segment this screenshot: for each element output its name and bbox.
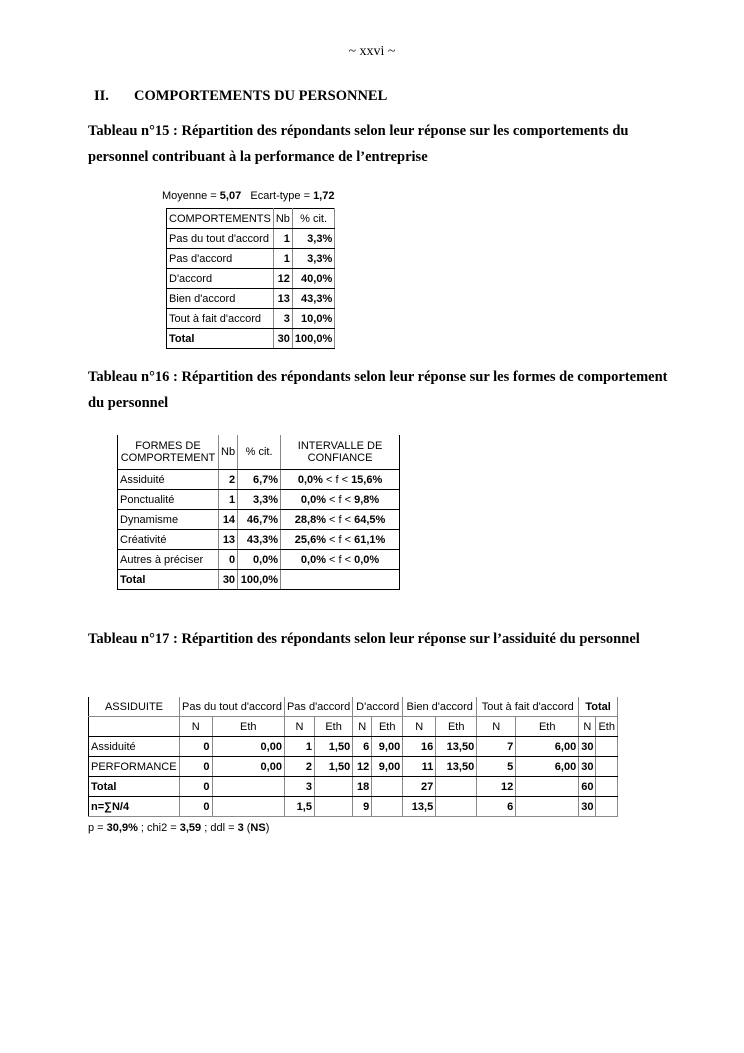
ci-mid: < f < <box>325 553 355 566</box>
cell: 12 <box>477 777 516 797</box>
cell: 12 <box>353 757 372 777</box>
ci-low: 0,0% <box>300 493 326 506</box>
section-title: COMPORTEMENTS DU PERSONNEL <box>134 88 388 104</box>
table-expected-row <box>89 797 618 817</box>
col-header: D'accord <box>353 697 403 717</box>
cell: 0 <box>180 757 213 777</box>
cell-interval <box>281 570 400 590</box>
cell-nb: 30 <box>219 570 238 590</box>
section-heading <box>94 88 387 105</box>
cell-pct: 46,7% <box>238 510 281 530</box>
cell-pct: 40,0% <box>292 269 334 289</box>
row-label: D'accord <box>167 269 274 289</box>
cell-pct: 6,7% <box>238 470 281 490</box>
row-label: Autres à préciser <box>118 550 219 570</box>
cell <box>212 797 284 817</box>
cell: 60 <box>579 777 596 797</box>
col-subheader: N <box>579 717 596 737</box>
ci-high: 0,0% <box>354 553 380 566</box>
cell: 30 <box>579 797 596 817</box>
cell: 30 <box>579 757 596 777</box>
cell <box>596 737 618 757</box>
col-header: Pas du tout d'accord <box>180 697 285 717</box>
table-header-row <box>118 435 400 470</box>
cell: 13,50 <box>436 757 477 777</box>
cell-nb: 30 <box>273 329 292 349</box>
ci-mid: < f < <box>325 493 355 506</box>
section-number: II. <box>94 88 109 104</box>
table16 <box>117 435 400 590</box>
ci-high: 61,1% <box>354 533 386 546</box>
cell: 6 <box>353 737 372 757</box>
col-subheader: Eth <box>372 717 403 737</box>
col-subheader <box>89 717 180 737</box>
cell-pct: 3,3% <box>292 229 334 249</box>
cell: 1 <box>284 737 314 757</box>
cell <box>314 777 352 797</box>
cell: 18 <box>353 777 372 797</box>
table-row <box>118 510 400 530</box>
table-row <box>89 737 618 757</box>
col-subheader: N <box>477 717 516 737</box>
cell <box>212 777 284 797</box>
cell-nb: 13 <box>273 289 292 309</box>
cell: 0 <box>180 737 213 757</box>
table-row <box>167 269 335 289</box>
row-label: Total <box>89 777 180 797</box>
cell: 0,00 <box>212 737 284 757</box>
ecart-value: 1,72 <box>313 190 335 202</box>
cell: 5 <box>477 757 516 777</box>
ci-high: 9,8% <box>354 493 380 506</box>
col-header: INTERVALLE DE CONFIANCE <box>281 435 400 470</box>
table17-caption: Tableau n°17 : Répartition des répondants selon leur réponse sur l’assiduité du personnel <box>88 631 640 647</box>
cell-pct: 100,0% <box>292 329 334 349</box>
row-label: Total <box>118 570 219 590</box>
cell: 1,5 <box>284 797 314 817</box>
cell-interval <box>281 490 400 510</box>
table-row <box>167 249 335 269</box>
row-label: Tout à fait d'accord <box>167 309 274 329</box>
table-total-row <box>118 570 400 590</box>
ci-high: 15,6% <box>351 473 383 486</box>
table-total-row <box>167 329 335 349</box>
cell: 16 <box>403 737 436 757</box>
cell: 6,00 <box>516 757 579 777</box>
cell: 9,00 <box>372 737 403 757</box>
cell: 27 <box>403 777 436 797</box>
cell-interval <box>281 530 400 550</box>
cell-interval <box>281 470 400 490</box>
ci-high: 64,5% <box>354 513 386 526</box>
table15 <box>166 208 335 349</box>
cell-pct: 43,3% <box>238 530 281 550</box>
row-label: Dynamisme <box>118 510 219 530</box>
row-label: Pas d'accord <box>167 249 274 269</box>
ns-close: ) <box>265 822 270 834</box>
cell: 6,00 <box>516 737 579 757</box>
cell-nb: 3 <box>273 309 292 329</box>
col-subheader: N <box>403 717 436 737</box>
cell: 3 <box>284 777 314 797</box>
cell <box>436 797 477 817</box>
table-header-row <box>167 209 335 229</box>
cell-nb: 1 <box>219 490 238 510</box>
row-label: Ponctualité <box>118 490 219 510</box>
cell-nb: 1 <box>273 229 292 249</box>
moyenne-label: Moyenne = <box>162 190 220 202</box>
chi-value: 3,59 <box>179 822 202 834</box>
p-value: 30,9% <box>106 822 138 834</box>
cell-interval <box>281 510 400 530</box>
col-header: % cit. <box>292 209 334 229</box>
col-header: Total <box>579 697 618 717</box>
col-header: Bien d'accord <box>403 697 477 717</box>
col-subheader: N <box>284 717 314 737</box>
col-subheader: Eth <box>516 717 579 737</box>
table-subheader-row <box>89 717 618 737</box>
table-total-row <box>89 777 618 797</box>
col-header: Tout à fait d'accord <box>477 697 579 717</box>
ddl-label: ; ddl = <box>201 822 238 834</box>
col-header: ASSIDUITE <box>89 697 180 717</box>
cell-nb: 2 <box>219 470 238 490</box>
ddl-value: 3 <box>237 822 244 834</box>
row-label: Assiduité <box>89 737 180 757</box>
cell: 0 <box>180 777 213 797</box>
cell: 13,5 <box>403 797 436 817</box>
cell <box>516 797 579 817</box>
table-row <box>167 309 335 329</box>
table-row <box>118 470 400 490</box>
table-row <box>167 229 335 249</box>
col-header: FORMES DE COMPORTEMENT <box>118 435 219 470</box>
table-row <box>89 757 618 777</box>
cell-nb: 13 <box>219 530 238 550</box>
cell: 1,50 <box>314 757 352 777</box>
cell: 0,00 <box>212 757 284 777</box>
cell: 1,50 <box>314 737 352 757</box>
ci-low: 0,0% <box>300 553 326 566</box>
ecart-label: Ecart-type = <box>250 190 314 202</box>
cell-pct: 0,0% <box>238 550 281 570</box>
ns-open: ( <box>243 822 251 834</box>
col-header: COMPORTEMENTS <box>167 209 274 229</box>
cell-pct: 43,3% <box>292 289 334 309</box>
cell <box>372 797 403 817</box>
table17 <box>88 697 618 817</box>
col-subheader: Eth <box>212 717 284 737</box>
row-label: n=∑N/4 <box>89 797 180 817</box>
cell-nb: 14 <box>219 510 238 530</box>
cell-nb: 12 <box>273 269 292 289</box>
cell: 0 <box>180 797 213 817</box>
row-label: PERFORMANCE <box>89 757 180 777</box>
ns-value: NS <box>250 822 266 834</box>
cell <box>372 777 403 797</box>
cell-pct: 10,0% <box>292 309 334 329</box>
cell: 9 <box>353 797 372 817</box>
page-number: ~ xxvi ~ <box>348 44 396 59</box>
ci-mid: < f < <box>322 473 352 486</box>
cell-interval <box>281 550 400 570</box>
cell: 13,50 <box>436 737 477 757</box>
cell: 11 <box>403 757 436 777</box>
row-label: Bien d'accord <box>167 289 274 309</box>
col-subheader: Eth <box>314 717 352 737</box>
cell <box>436 777 477 797</box>
col-header: Pas d'accord <box>284 697 352 717</box>
col-header: % cit. <box>238 435 281 470</box>
cell <box>314 797 352 817</box>
cell: 30 <box>579 737 596 757</box>
cell: 6 <box>477 797 516 817</box>
cell-pct: 3,3% <box>238 490 281 510</box>
cell <box>516 777 579 797</box>
col-subheader: N <box>353 717 372 737</box>
table15-stats <box>162 190 334 202</box>
table-row <box>167 289 335 309</box>
col-header: Nb <box>273 209 292 229</box>
col-subheader: N <box>180 717 213 737</box>
table16-caption: Tableau n°16 : Répartition des répondants selon leur réponse sur les formes de comportement du personnel <box>88 369 668 411</box>
moyenne-value: 5,07 <box>219 190 242 202</box>
col-header: Nb <box>219 435 238 470</box>
cell-nb: 0 <box>219 550 238 570</box>
row-label: Pas du tout d'accord <box>167 229 274 249</box>
table-row <box>118 530 400 550</box>
cell-nb: 1 <box>273 249 292 269</box>
cell: 9,00 <box>372 757 403 777</box>
ci-low: 0,0% <box>297 473 323 486</box>
ci-mid: < f < <box>325 533 355 546</box>
cell <box>596 757 618 777</box>
table-row <box>118 550 400 570</box>
table15-caption: Tableau n°15 : Répartition des répondants selon leur réponse sur les comportements du personnel contribuant à la performance de l’entreprise <box>88 123 629 165</box>
row-label: Assiduité <box>118 470 219 490</box>
ci-low: 25,6% <box>294 533 326 546</box>
row-label: Total <box>167 329 274 349</box>
cell <box>596 777 618 797</box>
ci-low: 28,8% <box>294 513 326 526</box>
col-subheader: Eth <box>596 717 618 737</box>
p-label: p = <box>88 822 107 834</box>
cell-pct: 3,3% <box>292 249 334 269</box>
ci-mid: < f < <box>325 513 355 526</box>
cell: 7 <box>477 737 516 757</box>
cell-pct: 100,0% <box>238 570 281 590</box>
table-header-row <box>89 697 618 717</box>
table17-footnote <box>88 822 269 834</box>
table-row <box>118 490 400 510</box>
cell <box>596 797 618 817</box>
col-subheader: Eth <box>436 717 477 737</box>
chi-label: ; chi2 = <box>137 822 180 834</box>
row-label: Créativité <box>118 530 219 550</box>
cell: 2 <box>284 757 314 777</box>
